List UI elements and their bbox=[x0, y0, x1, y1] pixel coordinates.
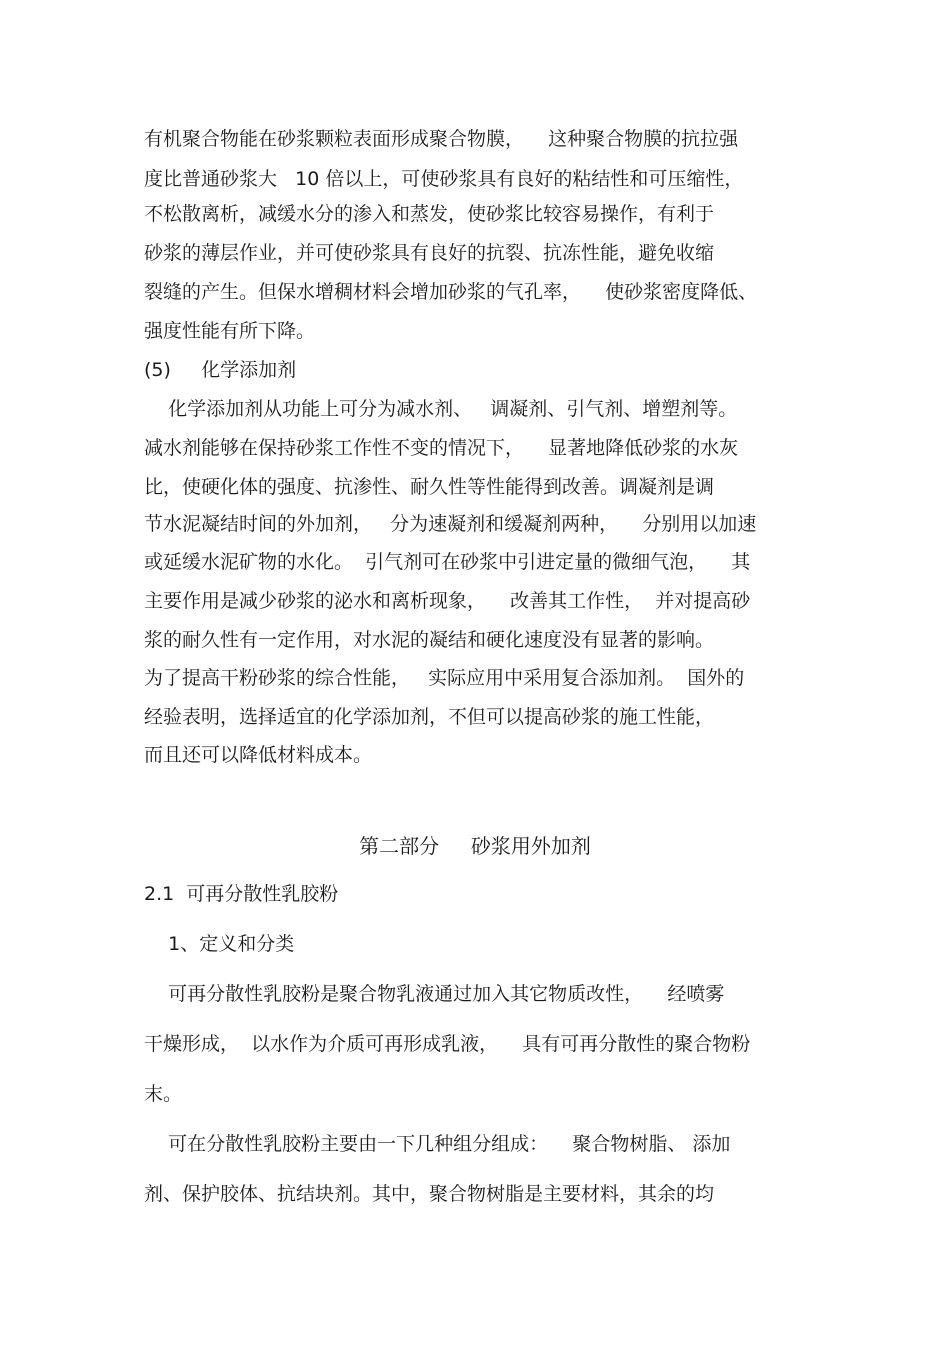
paragraph-line: 经验表明，选择适宜的化学添加剂，不但可以提高砂浆的施工性能， bbox=[144, 706, 715, 728]
paragraph-line: 度比普通砂浆大 10 倍以上，可使砂浆具有良好的粘结性和可压缩性， bbox=[144, 168, 744, 190]
paragraph-line: 而且还可以降低材料成本。 bbox=[144, 744, 373, 766]
paragraph-line: 强度性能有所下降。 bbox=[144, 320, 316, 342]
paragraph-line: 可在分散性乳胶粉主要由一下几种组分组成： 聚合物树脂、 添加 bbox=[144, 1133, 731, 1155]
paragraph-line: 裂缝的产生。但保水增稠材料会增加砂浆的气孔率， 使砂浆密度降低、 bbox=[144, 281, 758, 303]
paragraph-line: 有机聚合物能在砂浆颗粒表面形成聚合物膜， 这种聚合物膜的抗拉强 bbox=[144, 128, 739, 150]
sub-heading: 1、定义和分类 bbox=[144, 933, 295, 955]
section-title: 第二部分 砂浆用外加剂 bbox=[359, 834, 591, 858]
paragraph-line: 剂、保护胶体、抗结块剂。其中，聚合物树脂是主要材料，其余的均 bbox=[144, 1183, 715, 1205]
paragraph-line: 不松散离析，减缓水分的渗入和蒸发，使砂浆比较容易操作，有利于 bbox=[144, 203, 715, 225]
paragraph-line: 或延缓水泥矿物的水化。 引气剂可在砂浆中引进定量的微细气泡， 其 bbox=[144, 551, 751, 573]
paragraph-line: 化学添加剂从功能上可分为减水剂、 调凝剂、引气剂、增塑剂等。 bbox=[144, 398, 738, 420]
subsection-heading: 2.1 可再分散性乳胶粉 bbox=[144, 883, 339, 905]
paragraph-line: 节水泥凝结时间的外加剂， 分为速凝剂和缓凝剂两种， 分别用以加速 bbox=[144, 513, 757, 535]
paragraph-line: 干燥形成， 以水作为介质可再形成乳液， 具有可再分散性的聚合物粉 bbox=[144, 1033, 751, 1055]
paragraph-line: 浆的耐久性有一定作用，对水泥的凝结和硬化速度没有显著的影响。 bbox=[144, 629, 715, 651]
paragraph-line: 末。 bbox=[144, 1083, 183, 1105]
paragraph-line: 可再分散性乳胶粉是聚合物乳液通过加入其它物质改性， 经喷雾 bbox=[144, 983, 725, 1005]
paragraph-line: 比，使硬化体的强度、抗渗性、耐久性等性能得到改善。调凝剂是调 bbox=[144, 476, 715, 498]
paragraph-line: 为了提高干粉砂浆的综合性能， 实际应用中采用复合添加剂。 国外的 bbox=[144, 667, 745, 689]
paragraph-line: 减水剂能够在保持砂浆工作性不变的情况下， 显著地降低砂浆的水灰 bbox=[144, 437, 739, 459]
item-heading: (5) 化学添加剂 bbox=[144, 359, 297, 381]
paragraph-line: 主要作用是减少砂浆的泌水和离析现象， 改善其工作性， 并对提高砂 bbox=[144, 590, 751, 612]
paragraph-line: 砂浆的薄层作业，并可使砂浆具有良好的抗裂、抗冻性能，避免收缩 bbox=[144, 242, 715, 264]
